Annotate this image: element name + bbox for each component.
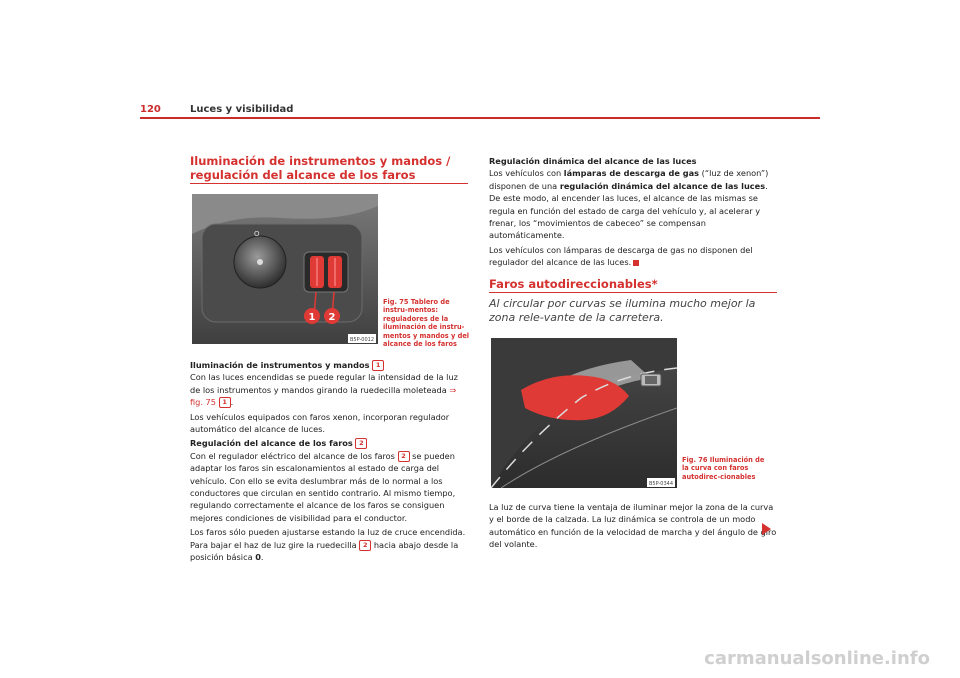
- header-rule: [140, 117, 820, 119]
- s2-p2c: 0: [255, 552, 261, 563]
- s3-p1a: Los vehículos con: [489, 168, 562, 179]
- s3-p1c: (“luz de xenon”) disponen de una: [489, 168, 769, 191]
- fig75-code: B5P-0012: [349, 337, 375, 343]
- s2-title: Regulación del alcance de los faros: [190, 438, 353, 449]
- figure-76-image: [491, 338, 677, 488]
- s2-p1a: Con el regulador eléctrico del alcance de los faros: [190, 450, 395, 461]
- s3-p1b: lámparas de descarga de gas: [563, 168, 700, 179]
- s2-p2a: Los faros sólo pueden ajustarse estando la luz de cruce encendida. Para bajar el haz de luz gire la ruedecilla: [190, 527, 466, 550]
- s3-title: Regulación dinámica del alcance de las luces: [489, 156, 697, 166]
- curve-lighting-illustration: [491, 338, 677, 488]
- fig76-code: B5P-0344: [648, 481, 674, 487]
- s2-p2d: .: [260, 552, 264, 563]
- s3-p1e: . De este modo, al encender las luces, el alcance de las mismas se regula en función del estado de carga del vehículo y, al acelerar y frenar, los “movimientos de cabeceo” se compensan automáticamente.: [489, 180, 768, 241]
- s1-title: Iluminación de instrumentos y mandos: [190, 360, 370, 370]
- s2-p2b: hacia abajo desde la posición básica: [190, 539, 459, 563]
- s2-p1b: se pueden adaptar los faros sin escalonamientos al estado de carga del vehículo. Con ello se evita deslumbrar más de lo normal a los conductores que circulan en sentido contrario. Al mismo tiempo, regulando correctamente el alcance de los faros se consiguen mejores condiciones de visibilidad para el conductor.: [190, 450, 456, 523]
- tag-a2-ref2: 2: [359, 540, 371, 551]
- s1-p2: Los vehículos equipados con faros xenon, incorporan regulador automático del alcance de luces.: [190, 411, 450, 435]
- fig76-caption: Fig. 76 Iluminación de la curva con faros autodirec-cionables: [682, 456, 765, 481]
- section-heading-lighting: Iluminación de instrumentos y mandos / regulación del alcance de los faros: [190, 154, 451, 182]
- lead-text: Al circular por curvas se ilumina mucho mejor la zona rele-vante de la carretera.: [489, 297, 756, 324]
- right-body-text-top: [489, 155, 769, 269]
- figure-75-image: [192, 194, 378, 344]
- running-title: Luces y visibilidad: [190, 104, 294, 115]
- next-page-arrow-icon[interactable]: [762, 523, 771, 535]
- link-fig75[interactable]: ⇒ fig. 75: [190, 384, 457, 408]
- fig75-label-2: 2: [328, 312, 336, 323]
- tag-a1: 1: [372, 360, 384, 371]
- dashboard-controls-illustration: [192, 194, 378, 344]
- tag-a2: 2: [355, 438, 367, 449]
- fig75-caption: Fig. 75 Tablero de instru-mentos: reguladores de la iluminación de instru-mentos y mandos y del alcance de los faros: [383, 298, 470, 349]
- heading-rule: [190, 183, 468, 184]
- heading2-rule: [489, 292, 777, 293]
- fig75-label-1: 1: [308, 312, 316, 323]
- svg-text:O: O: [254, 230, 260, 238]
- section-heading-adaptive: Faros autodireccionables*: [489, 277, 658, 291]
- watermark: carmanualsonline.info: [704, 648, 930, 669]
- tag-a2-ref: 2: [398, 451, 410, 462]
- s1-p1a: Con las luces encendidas se puede regular la intensidad de la luz de los instrumentos y mandos girando la ruedecilla moleteada: [190, 372, 458, 395]
- s3-p2: Los vehículos con lámparas de descarga de gas no disponen del regulador del alcance de las luces.: [489, 244, 753, 268]
- right-body-text-bottom: La luz de curva tiene la ventaja de iluminar mejor la zona de la curva y el borde de la calzada. La luz dinámica se controla de un modo automático en función de la velocidad de marcha y del ángulo de giro del volante.: [489, 502, 777, 550]
- left-body-text: Iluminación de instrumentos y mandos 1 Con las luces encendidas se puede regular la intensidad de la luz de los instrumentos y mandos girando la ruedecilla moleteada ⇒ fig. 75 1 . Los vehículos equipados con faros xenon, incorporan regulador automático del alcance de luces. Regulación del alcance de los faros 2 Con el regulador eléctrico del alcance de los faros 2 se pueden adaptar los faros sin escalonamientos al estado de carga del vehículo. Con ello se evita deslumbrar más de lo normal a los conductores que circulan en sentido contrario. Al mismo tiempo, regulando correctamente el alcance de los faros se consiguen mejores condiciones de visibilidad para el conductor. Los faros sólo pueden ajustarse estando la luz de cruce encendida. Para bajar el haz de luz gire la ruedecilla 2 hacia abajo desde la posición básica 0.: [190, 359, 470, 564]
- end-mark-icon: [633, 260, 639, 266]
- page-number: 120: [140, 104, 161, 115]
- tag-a1-ref: 1: [219, 397, 231, 408]
- s3-p1d: regulación dinámica del alcance de las luces: [559, 180, 766, 191]
